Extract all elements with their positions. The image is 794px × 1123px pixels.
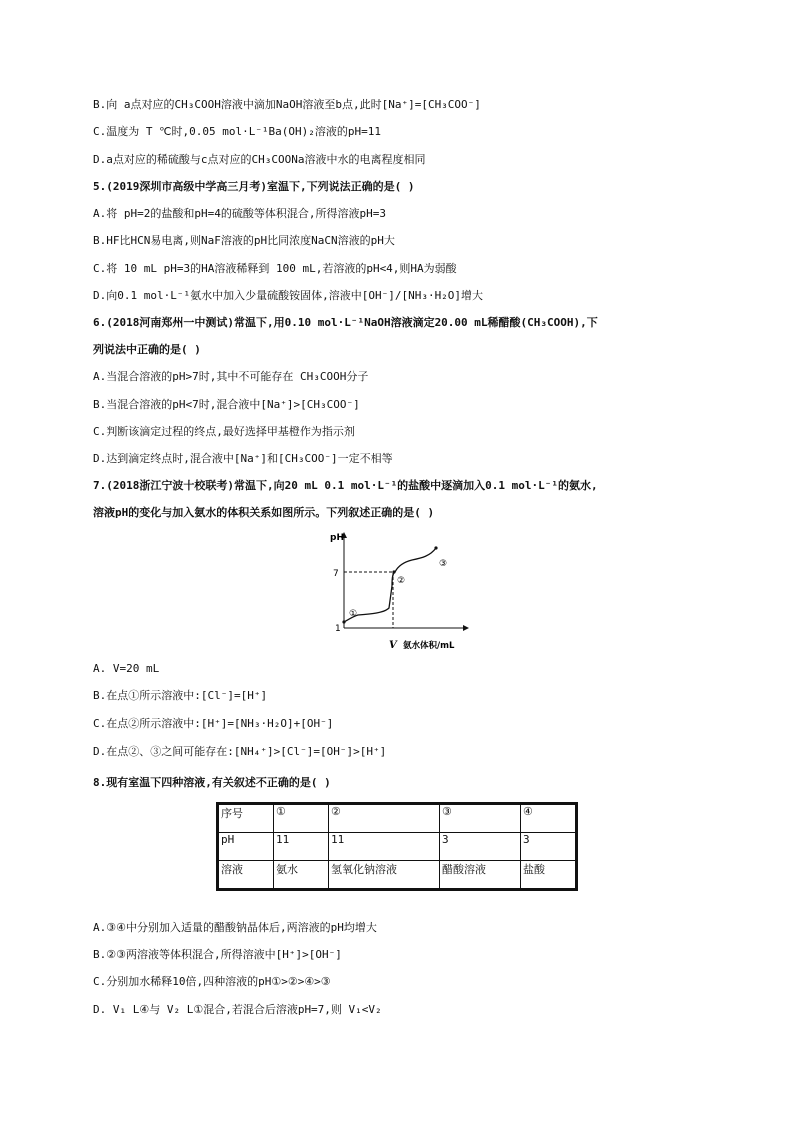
question-6-stem: 6.(2018河南郑州一中测试)常温下,用0.10 mol·L⁻¹NaOH溶液滴定20.00 mL稀醋酸(CH₃COOH),下 xyxy=(93,316,598,329)
point-3-dot xyxy=(434,546,437,549)
option-d: D. V₁ L④与 V₂ L①混合,若混合后溶液pH=7,则 V₁<V₂ xyxy=(93,1003,382,1016)
question-7-stem: 7.(2018浙江宁波十校联考)常温下,向20 mL 0.1 mol·L⁻¹的盐酸中逐滴加入0.1 mol·L⁻¹的氨水, xyxy=(93,479,598,492)
option-c: C.判断该滴定过程的终点,最好选择甲基橙作为指示剂 xyxy=(93,425,355,438)
table-cell: 氨水 xyxy=(274,861,329,890)
table-cell: 3 xyxy=(440,833,521,861)
table-cell: 氢氧化钠溶液 xyxy=(329,861,440,890)
table-cell: ④ xyxy=(521,804,577,833)
table-cell: 溶液 xyxy=(218,861,274,890)
question-8-stem: 8.现有室温下四种溶液,有关叙述不正确的是( ) xyxy=(93,776,331,789)
option-a: A. V=20 mL xyxy=(93,662,160,675)
option-b: B.在点①所示溶液中:[Cl⁻]=[H⁺] xyxy=(93,689,268,702)
option-b: B.当混合溶液的pH<7时,混合液中[Na⁺]>[CH₃COO⁻] xyxy=(93,398,360,411)
point-2-label: ② xyxy=(397,576,406,586)
point-1-label: ① xyxy=(349,609,358,619)
option-d: D.达到滴定终点时,混合液中[Na⁺]和[CH₃COO⁻]一定不相等 xyxy=(93,452,393,465)
option-a: A.当混合溶液的pH>7时,其中不可能存在 CH₃COOH分子 xyxy=(93,370,369,383)
option-c: C.在点②所示溶液中:[H⁺]=[NH₃·H₂O]+[OH⁻] xyxy=(93,717,334,730)
option-d: D.在点②、③之间可能存在:[NH₄⁺]>[Cl⁻]=[OH⁻]>[H⁺] xyxy=(93,745,387,758)
option-d: D.向0.1 mol·L⁻¹氨水中加入少量硫酸铵固体,溶液中[OH⁻]/[NH₃·H₂O]增大 xyxy=(93,289,484,302)
x-axis-label: 氨水体积/mL xyxy=(403,641,455,651)
x-axis-arrow xyxy=(463,625,469,631)
line: C.温度为 T ℃时,0.05 mol·L⁻¹Ba(OH)₂溶液的pH=11 xyxy=(93,125,382,138)
titration-curve xyxy=(344,548,436,622)
point-3-label: ③ xyxy=(439,559,448,569)
line: D.a点对应的稀硫酸与c点对应的CH₃COONa溶液中水的电离程度相同 xyxy=(93,153,426,166)
question-7-stem-cont: 溶液pH的变化与加入氨水的体积关系如图所示。下列叙述正确的是( ) xyxy=(93,506,435,519)
option-b: B.HF比HCN易电离,则NaF溶液的pH比同浓度NaCN溶液的pH大 xyxy=(93,234,395,247)
table-cell: 11 xyxy=(274,833,329,861)
table-row xyxy=(218,861,577,890)
table-cell: 盐酸 xyxy=(521,861,577,890)
table-cell: 醋酸溶液 xyxy=(440,861,521,890)
option-a: A.将 pH=2的盐酸和pH=4的硫酸等体积混合,所得溶液pH=3 xyxy=(93,207,386,220)
option-a: A.③④中分别加入适量的醋酸钠晶体后,两溶液的pH均增大 xyxy=(93,921,377,934)
option-c: C.将 10 mL pH=3的HA溶液稀释到 100 mL,若溶液的pH<4,则HA为弱酸 xyxy=(93,262,457,275)
table-cell: 11 xyxy=(329,833,440,861)
point-1-dot xyxy=(342,620,345,623)
x-tick-v: V xyxy=(389,640,397,651)
table-cell: ③ xyxy=(440,804,521,833)
y-tick-1: 1 xyxy=(335,624,341,634)
point-2-dot xyxy=(392,570,395,573)
question-6-stem-cont: 列说法中正确的是( ) xyxy=(93,343,201,356)
table-row xyxy=(218,804,577,833)
table-cell: 3 xyxy=(521,833,577,861)
question-5-stem: 5.(2019深圳市高级中学高三月考)室温下,下列说法正确的是( ) xyxy=(93,180,415,193)
table-cell: ② xyxy=(329,804,440,833)
table-cell: pH xyxy=(218,833,274,861)
y-tick-7: 7 xyxy=(333,569,339,579)
table-row xyxy=(218,833,577,861)
option-b: B.②③两溶液等体积混合,所得溶液中[H⁺]>[OH⁻] xyxy=(93,948,342,961)
option-c: C.分别加水稀释10倍,四种溶液的pH①>②>④>③ xyxy=(93,975,331,988)
table-cell: ① xyxy=(274,804,329,833)
titration-curve-figure xyxy=(326,528,476,656)
line: B.向 a点对应的CH₃COOH溶液中滴加NaOH溶液至b点,此时[Na⁺]=[CH₃COO⁻] xyxy=(93,98,481,111)
table-cell: 序号 xyxy=(218,804,274,833)
solutions-table xyxy=(216,802,578,891)
y-axis-label: pH xyxy=(330,533,344,543)
